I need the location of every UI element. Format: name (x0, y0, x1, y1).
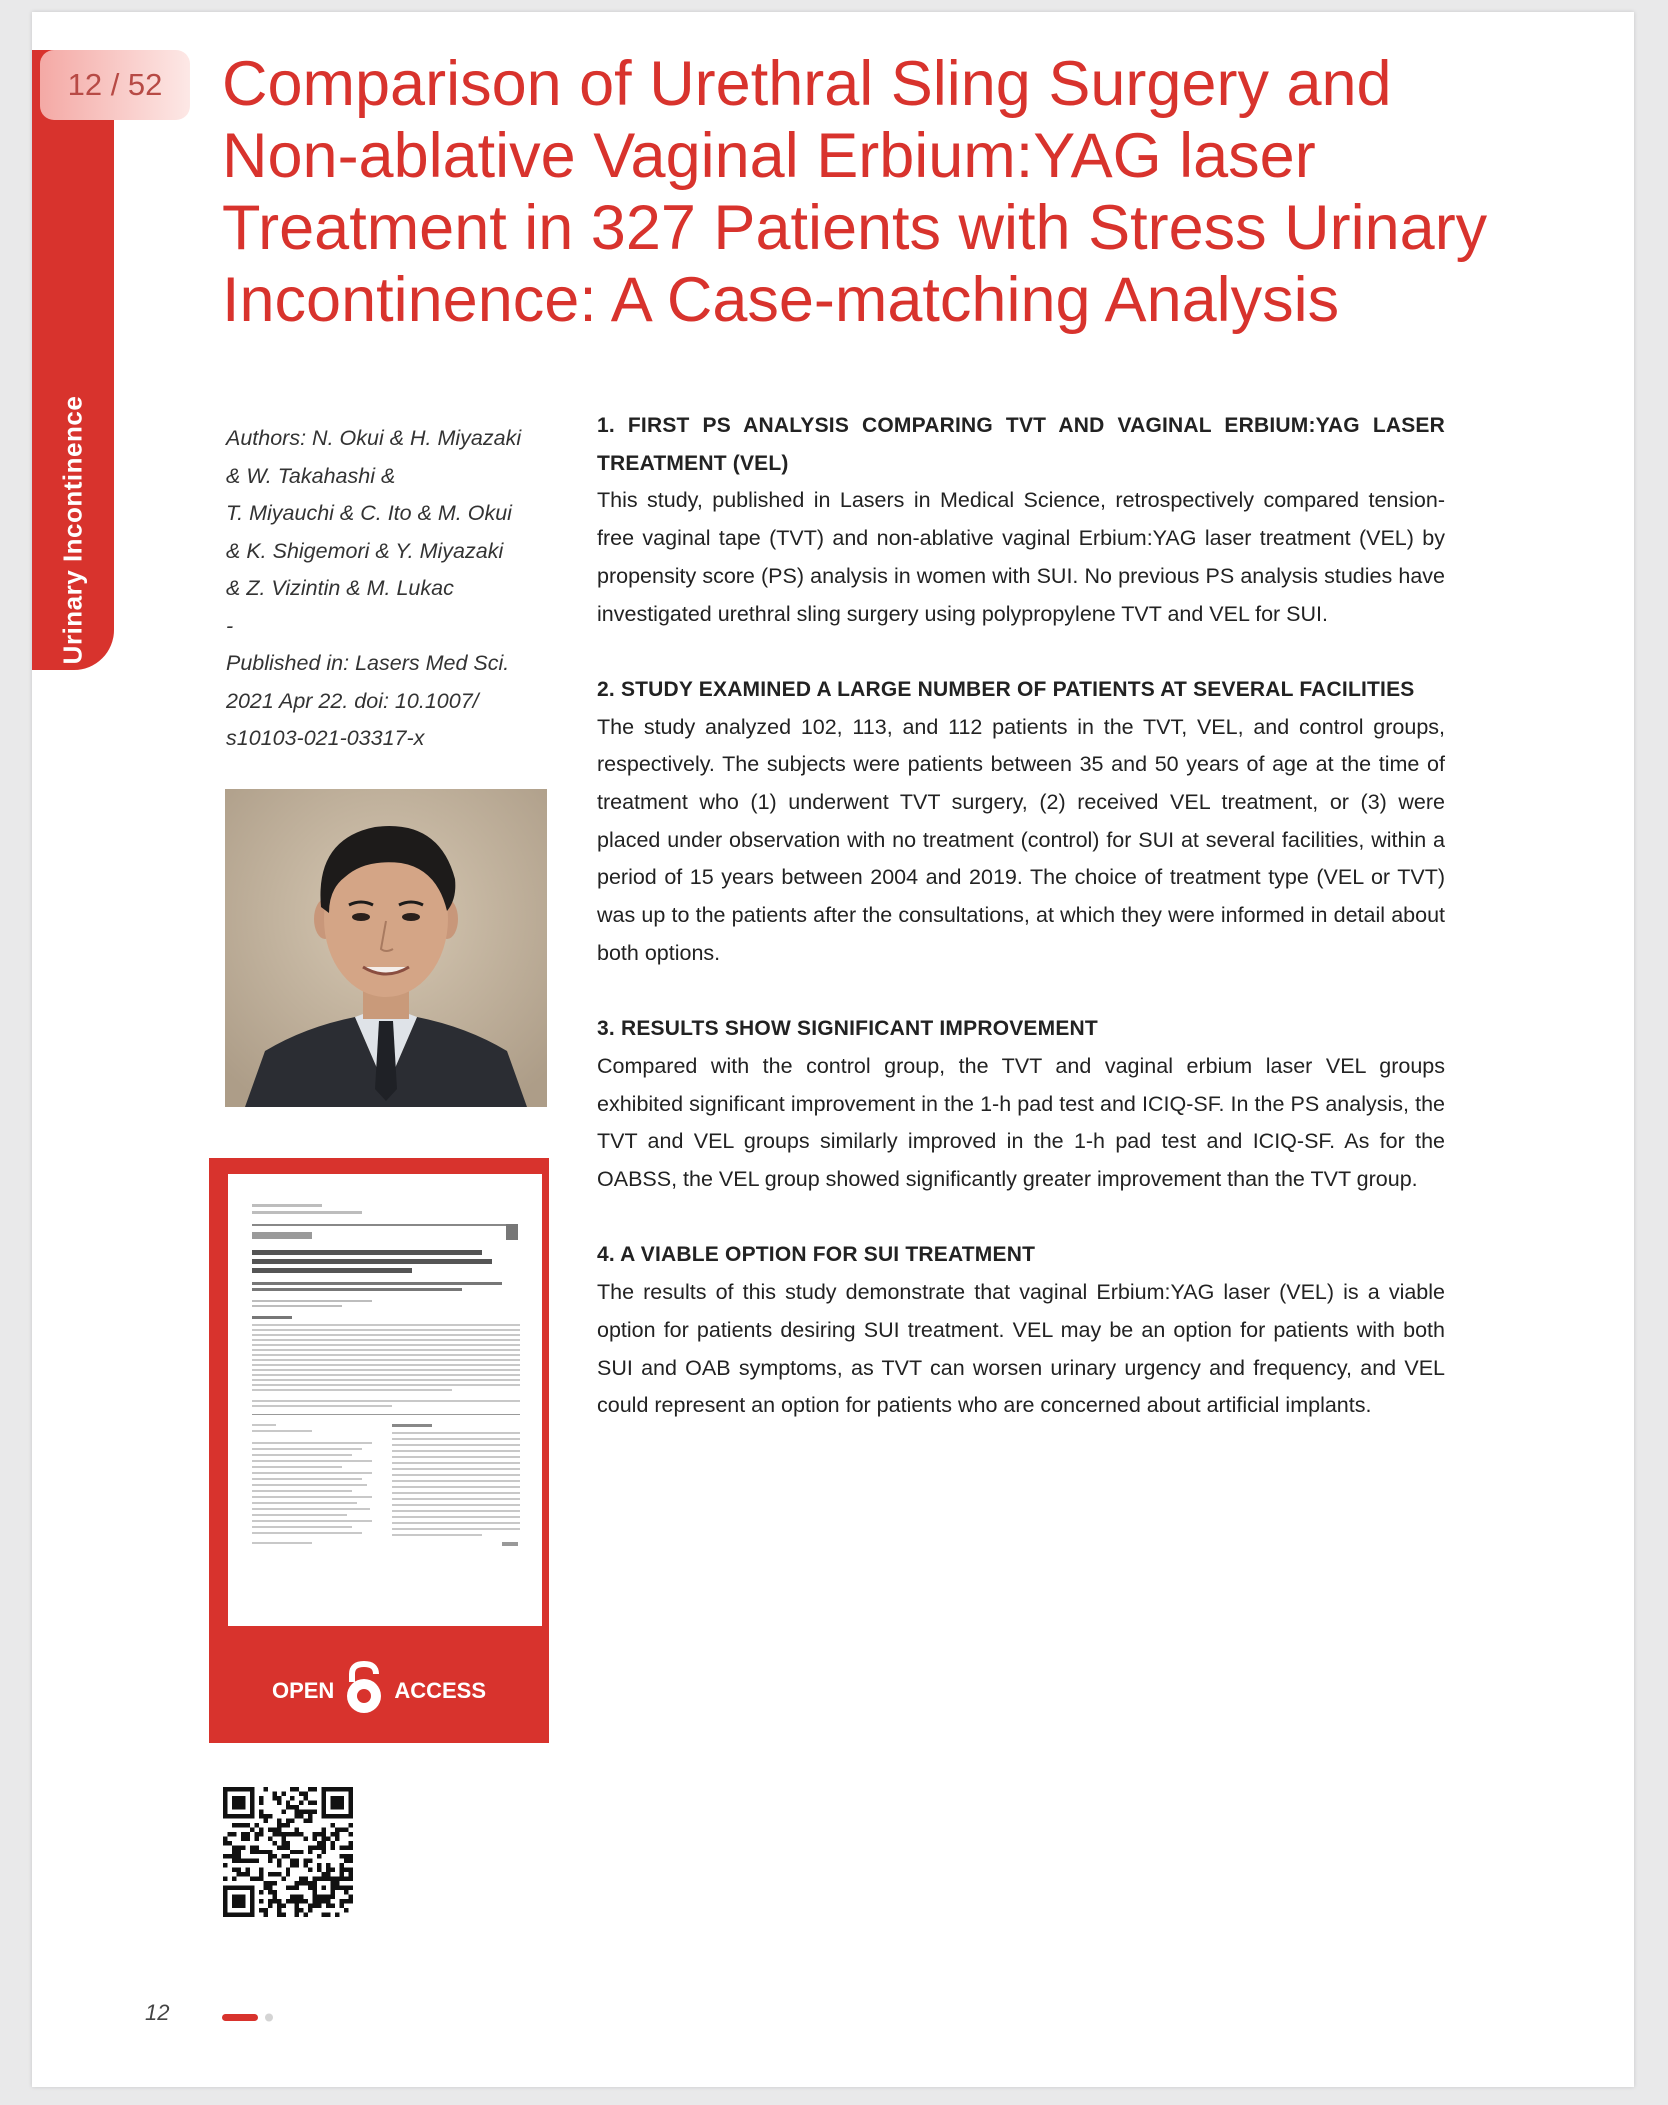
author-portrait-illustration (225, 789, 547, 1107)
open-label: OPEN (271, 1678, 335, 1703)
page-indicator[interactable]: 12 / 52 (40, 50, 190, 120)
section-2 (597, 671, 1445, 973)
section-body: Compared with the control group, the TVT and vaginal erbium laser VEL groups exhibited significant improvement in the 1-h pad test and ICIQ-SF. In the PS analysis, the TVT and VEL groups similarly improved in the 1-h pad test and ICIQ-SF. As for the OABSS, the VEL group showed significantly greater improvement than the TVT group. (597, 1053, 1445, 1192)
section-heading: 2. STUDY EXAMINED A LARGE NUMBER OF PATIENTS AT SEVERAL FACILITIES (597, 677, 1415, 701)
qr-code[interactable] (223, 1787, 353, 1917)
author-photo (225, 789, 547, 1107)
section-body: This study, published in Lasers in Medical Science, retrospectively compared tension-free vaginal tape (TVT) and non-ablative vaginal Erbium:YAG laser treatment (VEL) by propensity score (PS) analysis in women with SUI. No previous PS analysis studies have investigated urethral sling surgery using polypropylene TVT and VEL for SUI. (597, 488, 1445, 626)
open-access-lock-icon (340, 1660, 388, 1722)
publication-line: 2021 Apr 22. doi: 10.1007/ (226, 688, 479, 713)
paper-thumbnail[interactable] (209, 1158, 549, 1743)
publication-line: s10103-021-03317-x (226, 726, 425, 750)
paper-preview-illustration (228, 1174, 542, 1626)
document-page (32, 12, 1634, 2087)
section-body: The results of this study demonstrate that vaginal Erbium:YAG laser (VEL) is a viable option for patients desiring SUI treatment. VEL may be an option for patients with both SUI and OAB symptoms, as TVT can worsen urinary urgency and frequency, and VEL could represent an option for patients who are concerned about artificial implants. (597, 1280, 1445, 1418)
section-4 (597, 1236, 1445, 1425)
section-side-tab (32, 50, 114, 670)
page-progress-indicator (222, 2010, 282, 2029)
author-line: & K. Shigemori & Y. Miyazaki (226, 538, 504, 563)
section-heading: 1. FIRST PS ANALYSIS COMPARING TVT AND VAGINAL ERBIUM:YAG LASER TREATMENT (VEL) (597, 414, 1445, 475)
article-title: Comparison of Urethral Sling Surgery and Non-ablative Vaginal Erbium:YAG laser Treatment in 327 Patients with Stress Urinary Incontinence: A Case-matching Analysis (222, 49, 1488, 335)
paper-first-page-preview (226, 1172, 544, 1628)
publication-line: Published in: Lasers Med Sci. (226, 651, 510, 675)
page-number: 12 (145, 2000, 170, 2025)
access-label: ACCESS (394, 1678, 487, 1703)
section-3 (597, 1010, 1445, 1199)
section-1 (597, 407, 1445, 633)
author-line: & Z. Vizintin & M. Lukac (226, 576, 454, 600)
section-heading: 4. A VIABLE OPTION FOR SUI TREATMENT (597, 1243, 1036, 1267)
author-line: Authors: N. Okui & H. Miyazaki (226, 426, 522, 450)
article-body (597, 407, 1445, 1463)
section-heading: 3. RESULTS SHOW SIGNIFICANT IMPROVEMENT (597, 1017, 1098, 1041)
author-info (226, 420, 566, 758)
author-separator: - (226, 613, 234, 638)
author-line: T. Miyauchi & C. Ito & M. Okui (226, 501, 512, 525)
section-body: The study analyzed 102, 113, and 112 patients in the TVT, VEL, and control groups, respectively. The subjects were patients between 35 and 50 years of age at the time of treatment who (1) underwent TVT surgery, (2) received VEL treatment, or (3) were placed under observation with no treatment (control) for SUI at several facilities, within a period of 15 years between 2004 and 2019. The choice of treatment type (VEL or TVT) was up to the patients after the consultations, at which they were informed in detail about both options. (597, 714, 1445, 965)
author-line: & W. Takahashi & (226, 463, 396, 488)
section-label: Urinary Incontinence (57, 395, 88, 665)
open-access-badge (209, 1658, 549, 1724)
qr-code-graphic (223, 1787, 353, 1917)
